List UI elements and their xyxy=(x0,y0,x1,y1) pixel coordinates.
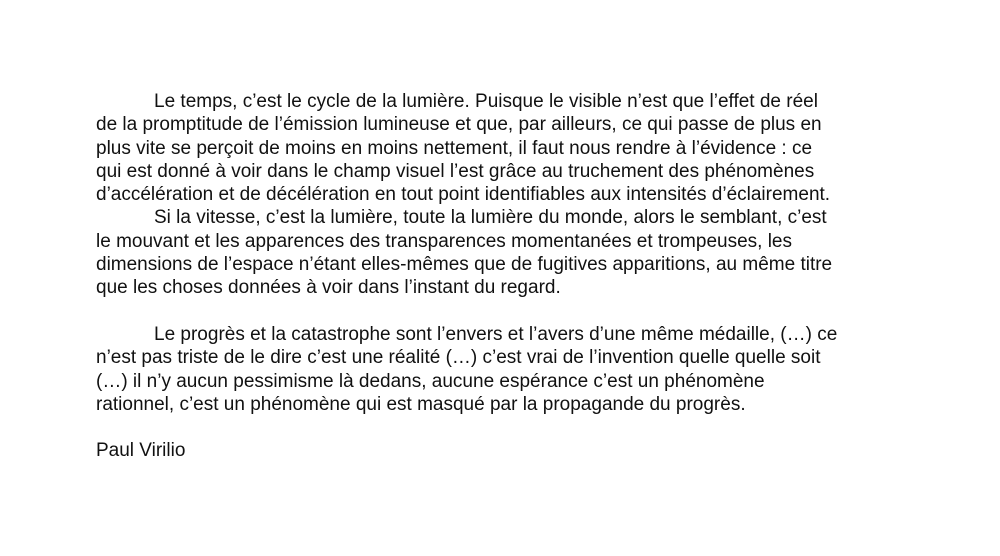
text-line: n’est pas triste de le dire c’est une réalité (…) c’est vrai de l’invention quelle quelle soit xyxy=(96,347,821,369)
text-line: Le progrès et la catastrophe sont l’envers et l’avers d’une même médaille, (…) ce xyxy=(154,323,838,345)
text-line: d’accélération et de décélération en tout point identifiables aux intensités d’éclairement. xyxy=(96,184,831,206)
text-line: rationnel, c’est un phénomène qui est masqué par la propagande du progrès. xyxy=(96,393,746,415)
paragraph-progress xyxy=(96,323,896,416)
paragraph-time xyxy=(96,90,896,206)
text-line: plus vite se perçoit de moins en moins nettement, il faut nous rendre à l’évidence : ce xyxy=(96,137,813,159)
author-signature: Paul Virilio xyxy=(96,440,186,462)
paragraph-spacer xyxy=(96,300,896,323)
paragraph-speed xyxy=(96,206,896,299)
paragraph-spacer xyxy=(96,416,896,439)
text-line: (…) il n’y aucun pessimisme là dedans, aucune espérance c’est un phénomène xyxy=(96,370,765,392)
text-line: le mouvant et les apparences des transparences momentanées et trompeuses, les xyxy=(96,230,792,252)
document-page xyxy=(96,90,896,463)
text-line: de la promptitude de l’émission lumineuse et que, par ailleurs, ce qui passe de plus en xyxy=(96,114,822,136)
text-line: Si la vitesse, c’est la lumière, toute la lumière du monde, alors le semblant, c’est xyxy=(154,207,827,229)
text-line: Le temps, c’est le cycle de la lumière. Puisque le visible n’est que l’effet de réel xyxy=(154,91,818,112)
text-line: que les choses données à voir dans l’instant du regard. xyxy=(96,277,561,299)
text-line: qui est donné à voir dans le champ visuel l’est grâce au truchement des phénomènes xyxy=(96,160,815,182)
text-line: dimensions de l’espace n’étant elles-mêmes que de fugitives apparitions, au même titre xyxy=(96,254,833,276)
